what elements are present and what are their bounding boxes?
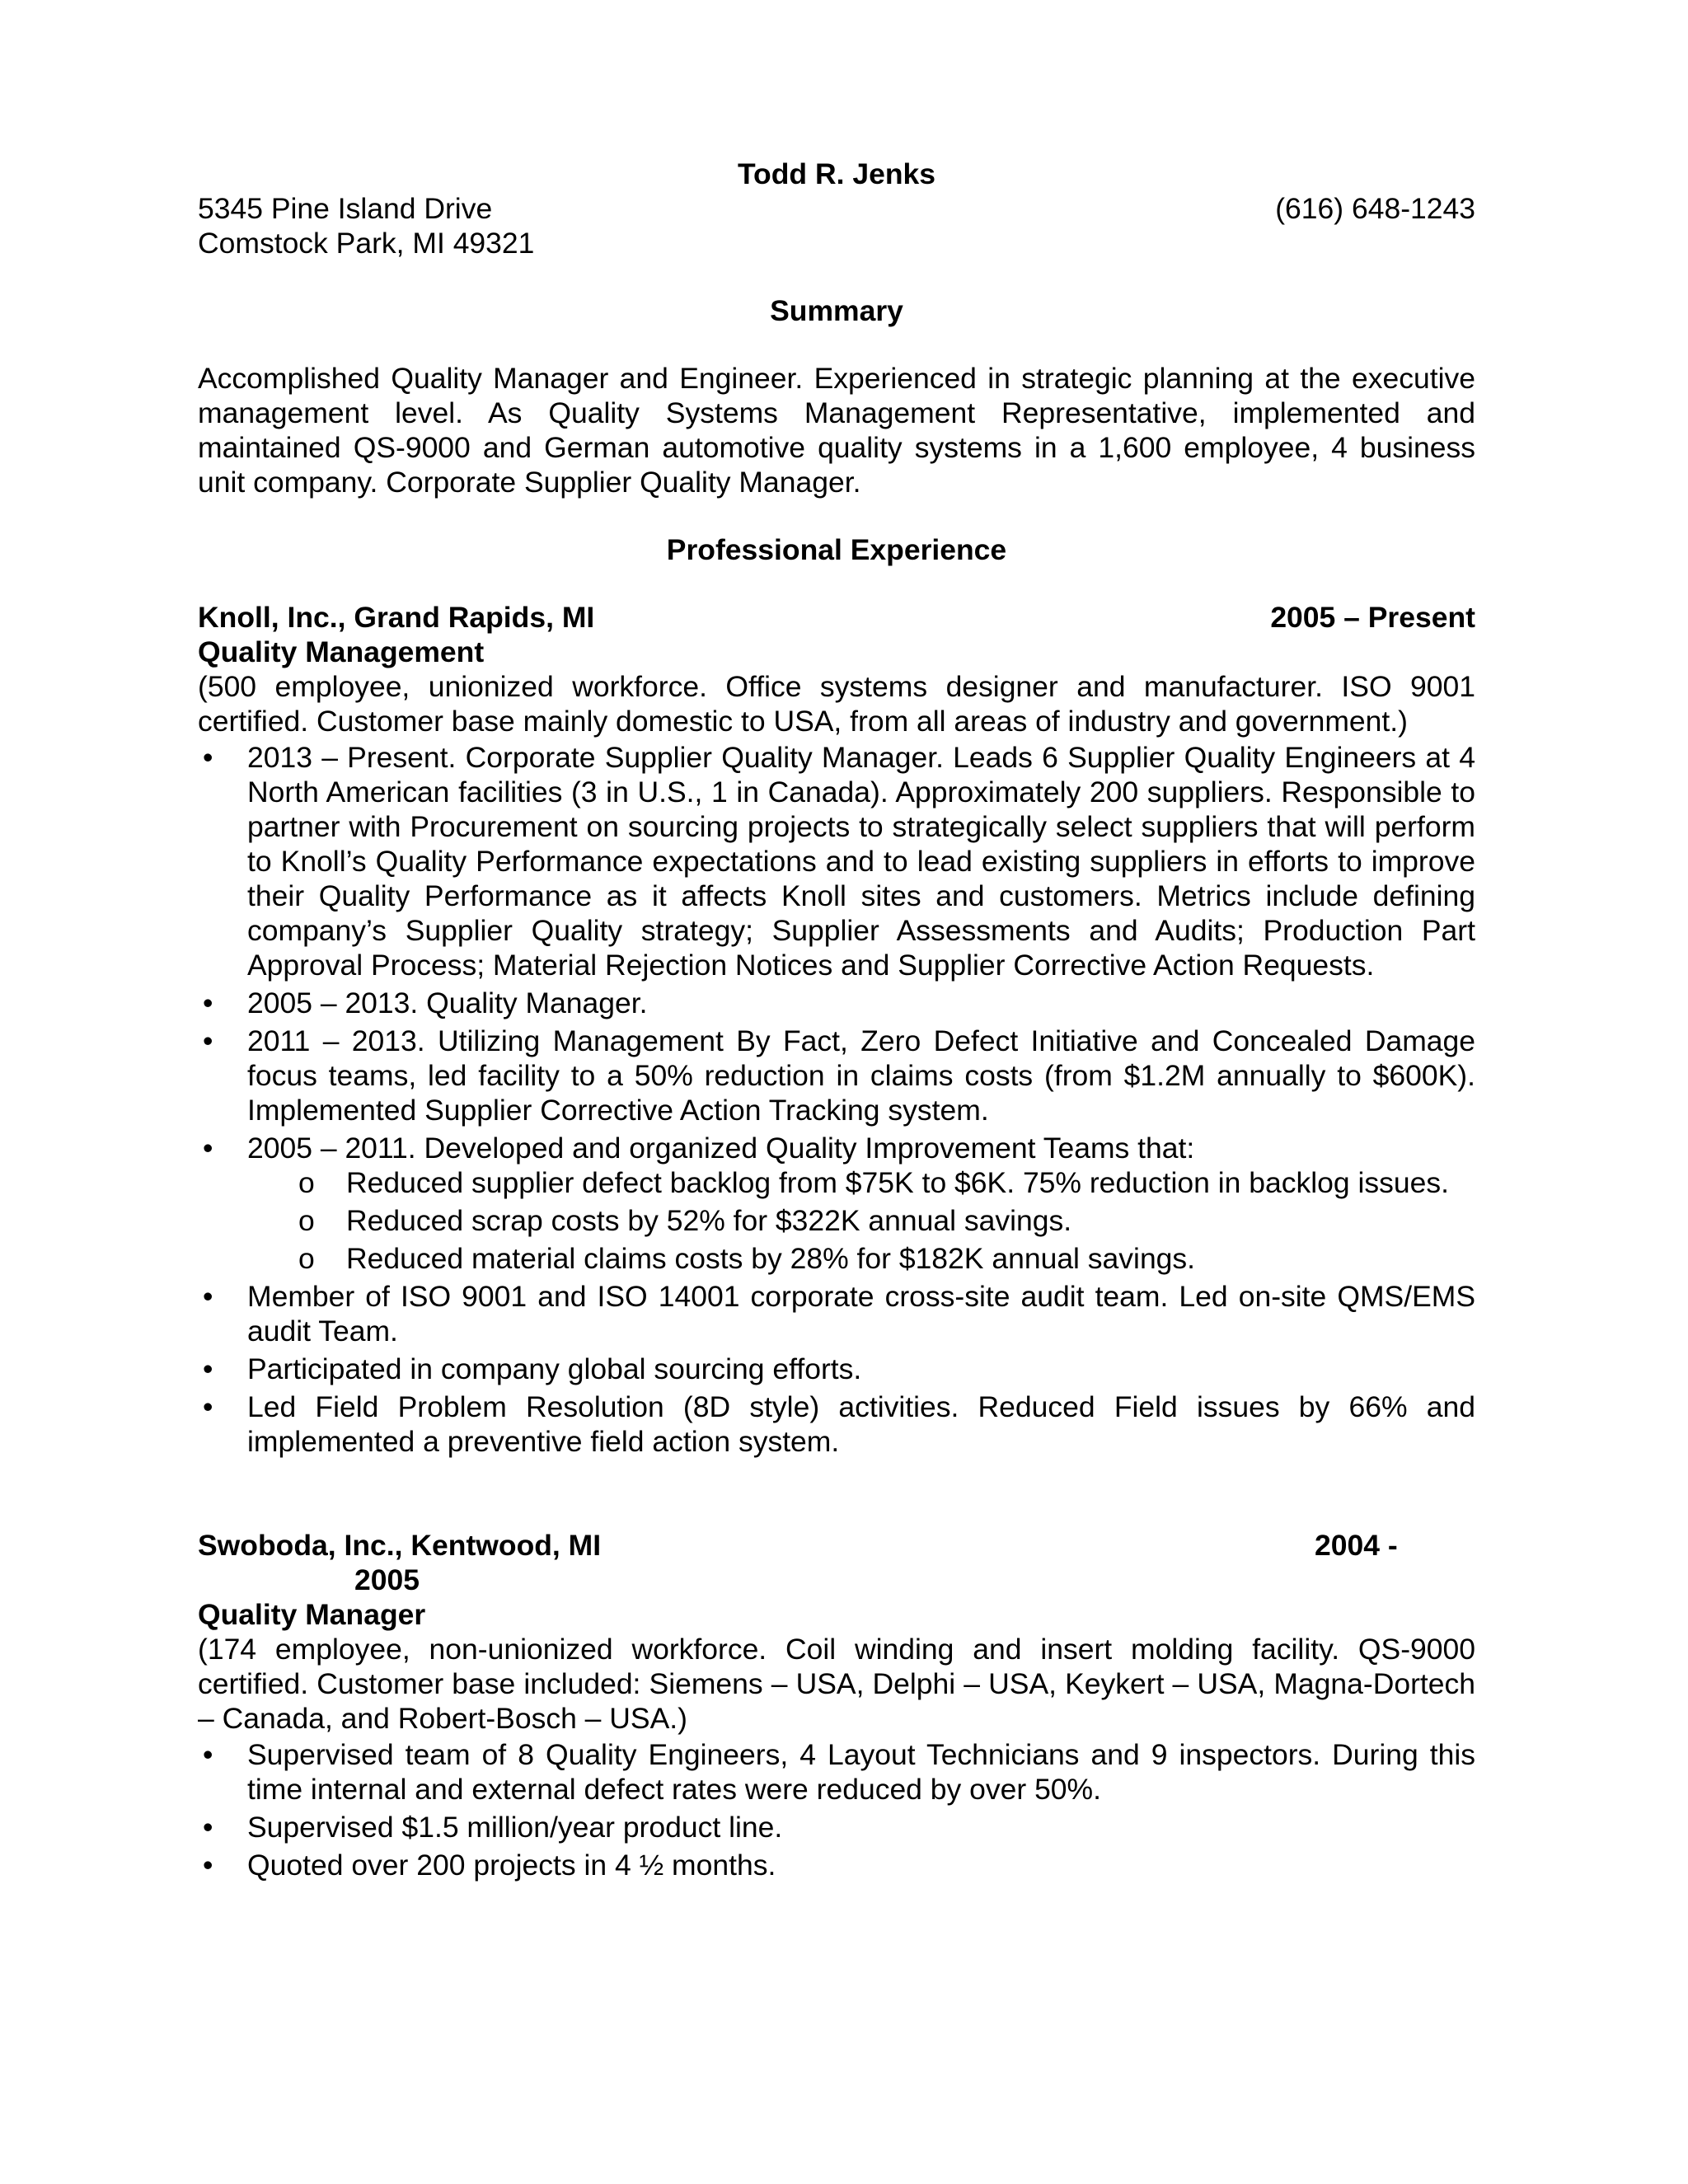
spacer bbox=[198, 1462, 1475, 1528]
list-item: • Supervised $1.5 million/year product line. bbox=[203, 1811, 783, 1844]
knoll-bullet-list bbox=[198, 740, 1475, 1459]
sub-list-item: o Reduced material claims costs by 28% for $182K annual savings. bbox=[298, 1242, 1196, 1275]
knoll-sub-list bbox=[247, 1165, 1475, 1276]
list-item: • Member of ISO 9001 and ISO 14001 corporate cross-site audit team. Led on-site QMS/EMS audit Team. bbox=[203, 1280, 1475, 1347]
sub-list-item: o Reduced supplier defect backlog from $75K to $6K. 75% reduction in backlog issues. bbox=[298, 1166, 1449, 1199]
sub-bullet-icon: o bbox=[298, 1242, 315, 1275]
swoboda-company: Swoboda, Inc., Kentwood, MI bbox=[198, 1529, 602, 1562]
summary-text: Accomplished Quality Manager and Engineer. Experienced in strategic planning at the executive management level. As Quality Systems Management Representative, implemented and maintained QS-9000 and German automotive quality systems in a 1,600 employee, 4 business unit company. Corporate Supplier Quality Manager. bbox=[198, 362, 1475, 499]
list-item: • Led Field Problem Resolution (8D style) activities. Reduced Field issues by 66% and implemented a preventive field action system. bbox=[203, 1390, 1475, 1458]
contact-row bbox=[198, 191, 1475, 226]
bullet-icon: • bbox=[203, 987, 213, 1019]
list-item: • 2005 – 2013. Quality Manager. bbox=[203, 987, 648, 1019]
bullet-icon: • bbox=[203, 741, 213, 774]
knoll-dates: 2005 – Present bbox=[1270, 601, 1475, 634]
swoboda-bullet-list bbox=[198, 1737, 1475, 1882]
bullet-icon: • bbox=[203, 1811, 213, 1844]
swoboda-description: (174 employee, non-unionized workforce. Coil winding and insert molding facility. QS-9000 certified. Customer base included: Siemens – USA, Delphi – USA, Keykert – USA, Magna-Dortech – Canada, and Robert-Bosch – USA.) bbox=[198, 1633, 1475, 1735]
summary-heading: Summary bbox=[770, 294, 903, 327]
swoboda-header bbox=[198, 1528, 1475, 1563]
bullet-icon: • bbox=[203, 1738, 213, 1771]
sub-bullet-icon: o bbox=[298, 1166, 315, 1199]
phone-number: (616) 648-1243 bbox=[1275, 192, 1475, 225]
address-line-2: Comstock Park, MI 49321 bbox=[198, 227, 535, 260]
bullet-icon: • bbox=[203, 1280, 213, 1313]
knoll-description: (500 employee, unionized workforce. Office systems designer and manufacturer. ISO 9001 certified. Customer base mainly domestic to USA, from all areas of industry and government.) bbox=[198, 670, 1475, 738]
bullet-icon: • bbox=[203, 1024, 213, 1057]
address-line-1: 5345 Pine Island Drive bbox=[198, 192, 493, 225]
list-item: • 2005 – 2011. Developed and organized Quality Improvement Teams that: o Reduced supplier defect backlog from $75K to $6K. 75% reduction in backlog issues. o Reduced scrap costs by 52% for $322K annual savings. o Reduced material claims costs by 28% for $182K annual savings. bbox=[198, 1131, 1475, 1276]
sub-list-item: o Reduced scrap costs by 52% for $322K annual savings. bbox=[298, 1204, 1072, 1237]
list-item: • Supervised team of 8 Quality Engineers, 4 Layout Technicians and 9 inspectors. During this time internal and external defect rates were reduced by over 50%. bbox=[203, 1738, 1475, 1806]
list-item: • Quoted over 200 projects in 4 ½ months. bbox=[203, 1849, 776, 1882]
experience-heading: Professional Experience bbox=[666, 533, 1007, 566]
sub-bullet-icon: o bbox=[298, 1204, 315, 1237]
knoll-company: Knoll, Inc., Grand Rapids, MI bbox=[198, 601, 595, 634]
knoll-role: Quality Management bbox=[198, 635, 485, 668]
swoboda-dates-start: 2004 - bbox=[1315, 1529, 1398, 1562]
knoll-header bbox=[198, 600, 1475, 635]
list-item: • 2011 – 2013. Utilizing Management By Fact, Zero Defect Initiative and Concealed Damage focus teams, led facility to a 50% reduction in claims costs (from $1.2M annually to $600K). Implemented Supplier Corrective Action Tracking system. bbox=[203, 1024, 1475, 1127]
bullet-icon: • bbox=[203, 1132, 213, 1165]
swoboda-dates-end: 2005 bbox=[354, 1563, 420, 1596]
bullet-icon: • bbox=[203, 1352, 213, 1385]
list-item: • 2013 – Present. Corporate Supplier Quality Manager. Leads 6 Supplier Quality Engineers at 4 North American facilities (3 in U.S., 1 in Canada). Approximately 200 suppliers. Responsible to partner with Procurement on sourcing projects to strategically select suppliers that will perform to Knoll’s Quality Performance expectations and to lead existing suppliers in efforts to improve their Quality Performance as it affects Knoll sites and customers. Metrics include defining company’s Supplier Quality strategy; Supplier Assessments and Audits; Production Part Approval Process; Material Rejection Notices and Supplier Corrective Action Requests. bbox=[203, 741, 1475, 982]
list-item: • Participated in company global sourcing efforts. bbox=[203, 1352, 862, 1385]
bullet-icon: • bbox=[203, 1849, 213, 1882]
swoboda-role: Quality Manager bbox=[198, 1598, 426, 1631]
candidate-name: Todd R. Jenks bbox=[738, 157, 935, 190]
bullet-icon: • bbox=[203, 1390, 213, 1423]
